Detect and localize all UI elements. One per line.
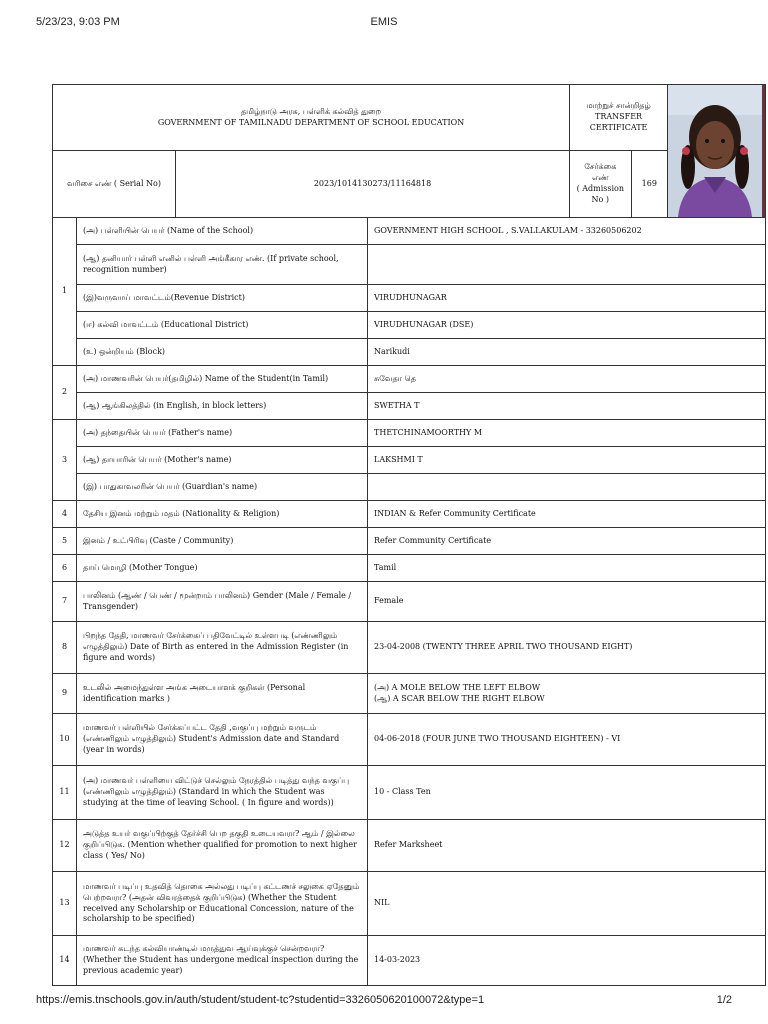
field-label: (அ) தந்தையின் பெயர் (Father's name) xyxy=(77,420,368,447)
field-value: சுவேதா தெ xyxy=(368,366,766,393)
field-value: VIRUDHUNAGAR (DSE) xyxy=(368,312,766,339)
row-number: 2 xyxy=(53,366,77,420)
field-value: THETCHINAMOORTHY M xyxy=(368,420,766,447)
field-label: மாணவர் பள்ளியில் சேர்க்கப்பட்ட தேதி ,வகுப்பு மற்றும் வருடம் (எண்ணிலும் எழுத்திலும்) Student's Admission date and Standard (year in words) xyxy=(77,714,368,766)
print-datetime: 5/23/23, 9:03 PM xyxy=(36,16,120,28)
field-label: மாணவர் படிப்பு உதவித் தொகை அல்லது படிப்பு கட்டணச் சலுகை ஏதேனும் பெற்றவரா? (அதன் விவரத்தைக் குறிப்பிடுக) (Whether the Student received any Scholarship or Educational Concession, nature of the scholarship to be specified) xyxy=(77,872,368,936)
serial-value: 2023/1014130273/11164818 xyxy=(176,151,570,218)
serial-label: வரிசை எண் ( Serial No) xyxy=(53,151,176,218)
field-label: (ஆ) ஆங்கிலத்தில் (in English, in block letters) xyxy=(77,393,368,420)
field-label: (அ) மாணவர் பள்ளியை விட்டுச் செல்லும் நேரத்தில் படித்து வந்த வகுப்பு (எண்ணிலும் எழுத்திலும்) (Standard in which the Student was studying at the time of leaving School. ( In figure and words)) xyxy=(77,766,368,820)
row-number: 13 xyxy=(53,872,77,936)
row-number: 5 xyxy=(53,528,77,555)
field-value: NIL xyxy=(368,872,766,936)
row-number: 3 xyxy=(53,420,77,501)
row-number: 9 xyxy=(53,674,77,714)
field-label: பாலினம் (ஆண் / பெண் / மூன்றாம் பாலினம்) Gender (Male / Female / Transgender) xyxy=(77,582,368,622)
field-value xyxy=(368,245,766,285)
field-value: Tamil xyxy=(368,555,766,582)
admission-label-english: ( Admission No ) xyxy=(576,184,625,204)
field-label: (ஆ) தனியார் பள்ளி எனில் பள்ளி அங்கீகார எண். (If private school, recognition number) xyxy=(77,245,368,285)
row-number: 4 xyxy=(53,501,77,528)
field-value: 14-03-2023 xyxy=(368,936,766,986)
field-label: (இ) பாதுகாவலரின் பெயர் (Guardian's name) xyxy=(77,474,368,501)
row-number: 6 xyxy=(53,555,77,582)
field-value: Narikudi xyxy=(368,339,766,366)
row-number: 1 xyxy=(53,218,77,366)
field-label: தாய் மொழி (Mother Tongue) xyxy=(77,555,368,582)
field-value: Refer Marksheet xyxy=(368,820,766,872)
field-label: இனம் / உட்பிரிவு (Caste / Community) xyxy=(77,528,368,555)
row-number: 7 xyxy=(53,582,77,622)
field-value xyxy=(368,674,766,714)
field-value: LAKSHMI T xyxy=(368,447,766,474)
field-value: VIRUDHUNAGAR xyxy=(368,285,766,312)
field-label: மாணவர் கடந்த கல்வியாண்டில் மருத்துவ ஆய்வுக்குச் சென்றவரா? (Whether the Student has undergone medical inspection during the previous academic year) xyxy=(77,936,368,986)
page-url: https://emis.tnschools.gov.in/auth/student/student-tc?studentid=3326050620100072&type=1 xyxy=(36,994,485,1006)
field-label: (அ) பள்ளியின் பெயர் (Name of the School) xyxy=(77,218,368,245)
field-label: (உ) ஒன்றியம் (Block) xyxy=(77,339,368,366)
browser-footer xyxy=(36,994,732,1006)
tc-title-cell xyxy=(570,85,668,151)
tc-title-english: TRANSFER CERTIFICATE xyxy=(589,112,648,132)
field-value: SWETHA T xyxy=(368,393,766,420)
field-label: தேசிய இனம் மற்றும் மதம் (Nationality & Religion) xyxy=(77,501,368,528)
field-value: 10 - Class Ten xyxy=(368,766,766,820)
page-number: 1/2 xyxy=(716,994,732,1006)
identification-mark-2: (ஆ) A SCAR BELOW THE RIGHT ELBOW xyxy=(374,693,545,703)
row-number: 14 xyxy=(53,936,77,986)
field-label: அடுத்த உயர் வகுப்பிற்குத் தேர்ச்சி பெற தகுதி உடையவரா? ஆம் / இல்லை குறிப்பிடுக. (Mention whether qualified for promotion to next higher class ( Yes/ No) xyxy=(77,820,368,872)
row-number: 11 xyxy=(53,766,77,820)
field-label: (இ)வருவாய் மாவட்டம்(Revenue District) xyxy=(77,285,368,312)
admission-cell xyxy=(570,151,668,218)
student-photo xyxy=(668,85,766,218)
field-value: Female xyxy=(368,582,766,622)
print-page-title: EMIS xyxy=(370,16,398,28)
field-value: 23-04-2008 (TWENTY THREE APRIL TWO THOUSAND EIGHT) xyxy=(368,622,766,674)
field-label: (அ) மாணவரின் பெயர்(தமிழில்) Name of the Student(in Tamil) xyxy=(77,366,368,393)
student-photo-icon xyxy=(668,85,762,217)
admission-label-tamil: சேர்க்கை எண் xyxy=(584,162,617,183)
admission-label xyxy=(570,151,631,217)
field-value: 04-06-2018 (FOUR JUNE TWO THOUSAND EIGHTEEN) - VI xyxy=(368,714,766,766)
tc-title-tamil: மாற்றுச் சான்றிதழ் xyxy=(586,101,651,111)
field-value xyxy=(368,474,766,501)
field-value: INDIAN & Refer Community Certificate xyxy=(368,501,766,528)
row-number: 8 xyxy=(53,622,77,674)
row-number: 12 xyxy=(53,820,77,872)
field-label: (ஈ) கல்வி மாவட்டம் (Educational District) xyxy=(77,312,368,339)
transfer-certificate-table xyxy=(52,84,766,986)
department-title-tamil: தமிழ்நாடு அரசு, பள்ளிக் கல்வித் துறை xyxy=(240,106,382,116)
identification-mark-1: (அ) A MOLE BELOW THE LEFT ELBOW xyxy=(374,682,541,692)
field-value: GOVERNMENT HIGH SCHOOL , S.VALLAKULAM - 33260506202 xyxy=(368,218,766,245)
field-label: உடலில் அமைந்துள்ள அங்க அடையாளக் குறிகள் (Personal identification marks ) xyxy=(77,674,368,714)
admission-number: 169 xyxy=(641,178,657,188)
row-number: 10 xyxy=(53,714,77,766)
field-label: பிறந்த தேதி, மாணவர் சேர்க்கைப் பதிவேட்டில் உள்ளபடி (எண்ணிலும் எழுத்திலும்) Date of Birth as entered in the Admission Register (in figure and words) xyxy=(77,622,368,674)
department-title-english: GOVERNMENT OF TAMILNADU DEPARTMENT OF SCHOOL EDUCATION xyxy=(157,117,465,127)
department-cell xyxy=(53,85,570,151)
field-value: Refer Community Certificate xyxy=(368,528,766,555)
field-label: (ஆ) தாயாரின் பெயர் (Mother's name) xyxy=(77,447,368,474)
